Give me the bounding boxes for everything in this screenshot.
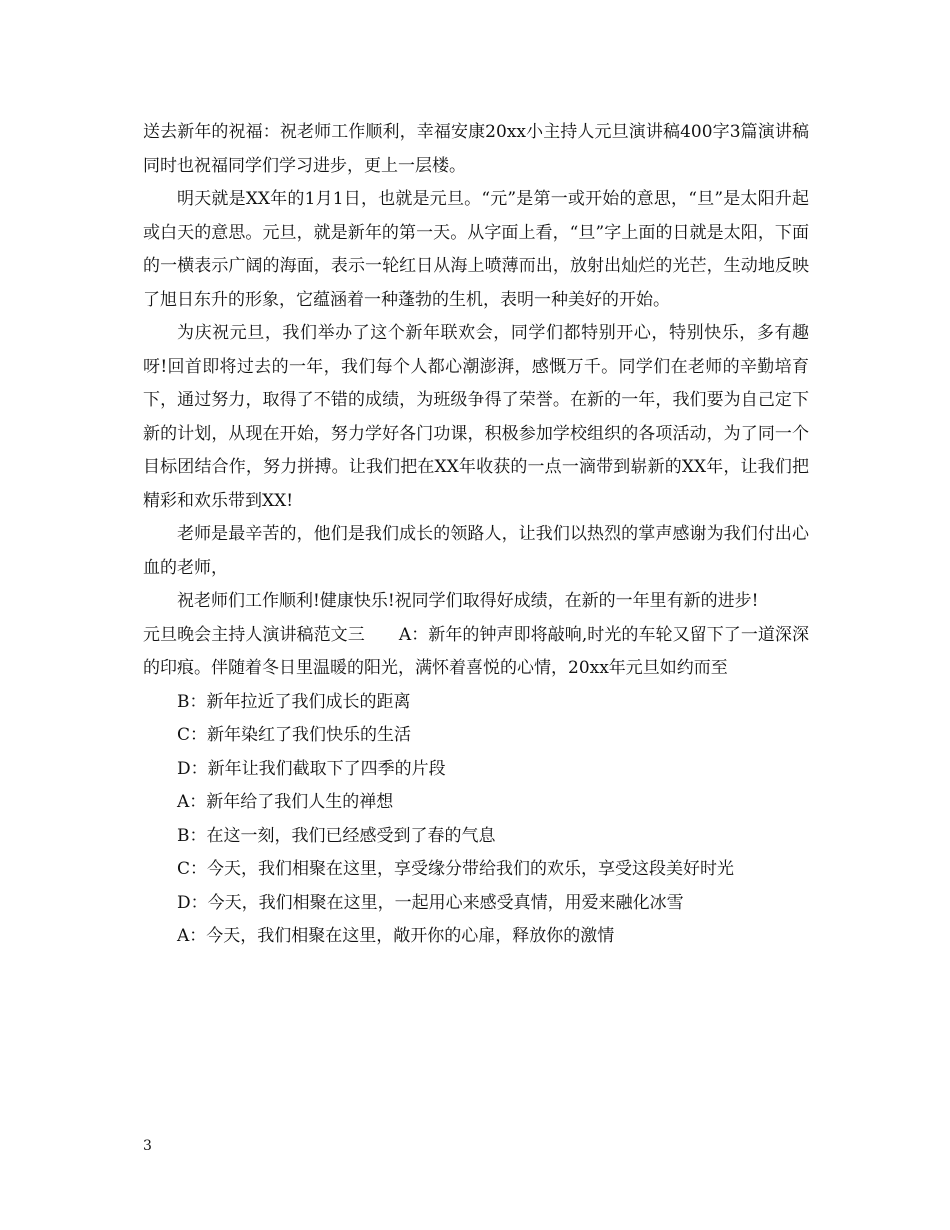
page-number: 3	[143, 1138, 152, 1154]
paragraph-new-year-meaning: 明天就是XX年的1月1日，也就是元旦。“元”是第一或开始的意思，“旦”是太阳升起或白天的意思。元旦，就是新年的第一天。从字面上看，“旦”字上面的日就是太阳，下面的一横表示广阔的海面，表示一轮红日从海上喷薄而出，放射出灿烂的光芒，生动地反映了旭日东升的形象，它蕴涵着一种蓬勃的生机，表明一种美好的开始。	[143, 189, 809, 310]
dialogue-line: A：今天，我们相聚在这里，敞开你的心扉，释放你的激情	[177, 926, 615, 946]
paragraph-thanks-teachers: 老师是最辛苦的，他们是我们成长的领路人，让我们以热烈的掌声感谢为我们付出心血的老师，	[143, 524, 809, 578]
dialogue-line: D：今天，我们相聚在这里，一起用心来感受真情，用爱来融化冰雪	[177, 892, 684, 913]
page-body	[143, 116, 809, 954]
dialogue-line: B：新年拉近了我们成长的距离	[177, 691, 411, 712]
paragraph-wishes: 祝老师们工作顺利!健康快乐!祝同学们取得好成绩，在新的一年里有新的进步!	[177, 591, 759, 611]
dialogue-line: C：今天，我们相聚在这里，享受缘分带给我们的欢乐，享受这段美好时光	[177, 859, 735, 879]
dialogue-line: C：新年染红了我们快乐的生活	[177, 725, 412, 745]
dialogue-line: A：新年给了我们人生的禅想	[177, 792, 394, 812]
dialogue-line: D：新年让我们截取下了四季的片段	[177, 758, 446, 779]
dialogue-line: B：在这一刻，我们已经感受到了春的气息	[177, 825, 496, 846]
paragraph-speech-three-intro: 元旦晚会主持人演讲稿范文三 A：新年的钟声即将敲响,时光的车轮又留下了一道深深的印痕。伴随着冬日里温暖的阳光，满怀着喜悦的心情，20xx年元旦如约而至	[143, 624, 809, 678]
paragraph-celebration: 为庆祝元旦，我们举办了这个新年联欢会，同学们都特别开心，特别快乐，多有趣呀!回首即将过去的一年，我们每个人都心潮澎湃，感慨万千。同学们在老师的辛勤培育下，通过努力，取得了不错的成绩，为班级争得了荣誉。在新的一年，我们要为自己定下新的计划，从现在开始，努力学好各门功课，积极参加学校组织的各项活动，为了同一个目标团结合作，努力拼搏。让我们把在XX年收获的一点一滴带到崭新的XX年，让我们把精彩和欢乐带到XX!	[143, 323, 809, 511]
paragraph-greeting: 送去新年的祝福：祝老师工作顺利，幸福安康20xx小主持人元旦演讲稿400字3篇演讲稿同时也祝福同学们学习进步，更上一层楼。	[143, 122, 809, 176]
